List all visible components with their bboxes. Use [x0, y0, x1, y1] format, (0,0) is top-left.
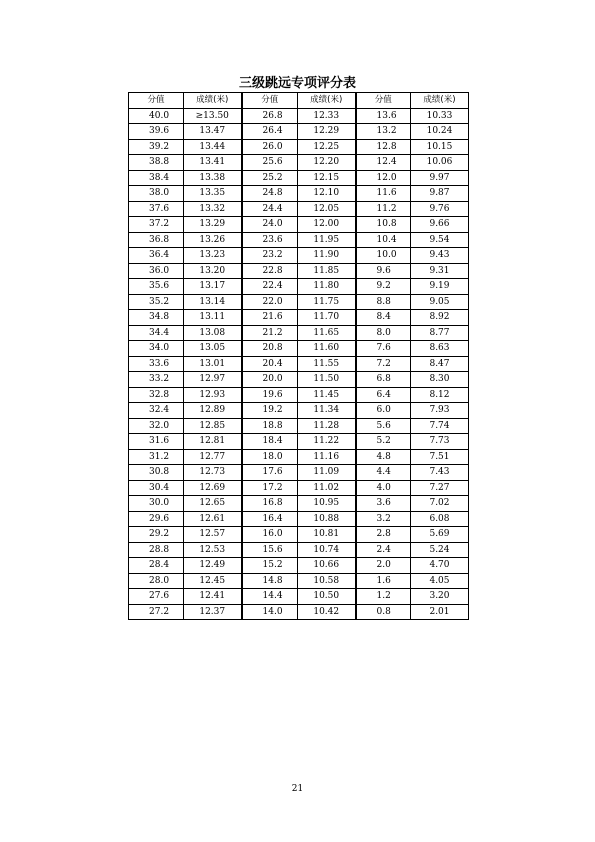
score-cell: 36.8 [129, 232, 184, 248]
score-cell: 2.8 [356, 527, 411, 543]
score-cell: 10.8 [356, 217, 411, 233]
score-cell: 20.8 [242, 341, 298, 357]
performance-cell: 13.44 [184, 139, 242, 155]
score-cell: 39.2 [129, 139, 184, 155]
score-cell: 37.2 [129, 217, 184, 233]
performance-cell: 10.81 [298, 527, 356, 543]
table-row [129, 186, 469, 202]
table-row [129, 279, 469, 295]
score-cell: 21.2 [242, 325, 298, 341]
performance-cell: 8.77 [411, 325, 469, 341]
table-title: 三级跳远专项评分表 [238, 76, 356, 91]
score-cell: 30.4 [129, 480, 184, 496]
performance-cell: 11.22 [298, 434, 356, 450]
score-cell: 36.4 [129, 248, 184, 264]
performance-cell: 12.81 [184, 434, 242, 450]
table-row [129, 418, 469, 434]
score-cell: 14.8 [242, 573, 298, 589]
score-cell: 20.4 [242, 356, 298, 372]
table-row [129, 325, 469, 341]
table-row [129, 124, 469, 140]
performance-cell: 12.49 [184, 558, 242, 574]
header-score-1: 分值 [129, 93, 184, 109]
score-cell: 16.4 [242, 511, 298, 527]
score-cell: 7.2 [356, 356, 411, 372]
score-table [128, 92, 469, 620]
score-cell: 8.8 [356, 294, 411, 310]
performance-cell: 13.23 [184, 248, 242, 264]
table-row [129, 201, 469, 217]
table-row [129, 527, 469, 543]
performance-cell: 13.20 [184, 263, 242, 279]
score-cell: 17.2 [242, 480, 298, 496]
score-cell: 34.8 [129, 310, 184, 326]
score-cell: 30.0 [129, 496, 184, 512]
performance-cell: 11.60 [298, 341, 356, 357]
performance-cell: 13.05 [184, 341, 242, 357]
score-cell: 12.4 [356, 155, 411, 171]
score-cell: 9.2 [356, 279, 411, 295]
table-row [129, 248, 469, 264]
score-cell: 40.0 [129, 108, 184, 124]
score-cell: 30.8 [129, 465, 184, 481]
table-row [129, 341, 469, 357]
header-performance-1: 成绩(米) [184, 93, 242, 109]
score-cell: 23.6 [242, 232, 298, 248]
performance-cell: 12.77 [184, 449, 242, 465]
score-cell: 20.0 [242, 372, 298, 388]
score-cell: 4.8 [356, 449, 411, 465]
performance-cell: 12.69 [184, 480, 242, 496]
performance-cell: 8.47 [411, 356, 469, 372]
table-row [129, 480, 469, 496]
table-row [129, 542, 469, 558]
score-cell: 33.2 [129, 372, 184, 388]
header-performance-3: 成绩(米) [411, 93, 469, 109]
performance-cell: 9.31 [411, 263, 469, 279]
performance-cell: 12.29 [298, 124, 356, 140]
score-cell: 26.8 [242, 108, 298, 124]
performance-cell: 13.01 [184, 356, 242, 372]
score-cell: 31.6 [129, 434, 184, 450]
performance-cell: 10.58 [298, 573, 356, 589]
performance-cell: 13.47 [184, 124, 242, 140]
score-cell: 28.0 [129, 573, 184, 589]
performance-cell: 12.15 [298, 170, 356, 186]
table-row [129, 511, 469, 527]
score-cell: 32.4 [129, 403, 184, 419]
performance-cell: 7.43 [411, 465, 469, 481]
performance-cell: 12.53 [184, 542, 242, 558]
score-cell: 17.6 [242, 465, 298, 481]
score-cell: 32.0 [129, 418, 184, 434]
performance-cell: 11.28 [298, 418, 356, 434]
performance-cell: 11.02 [298, 480, 356, 496]
performance-cell: 13.38 [184, 170, 242, 186]
performance-cell: 8.92 [411, 310, 469, 326]
score-cell: 16.0 [242, 527, 298, 543]
score-cell: 22.0 [242, 294, 298, 310]
score-cell: 27.2 [129, 604, 184, 620]
header-score-3: 分值 [356, 93, 411, 109]
performance-cell: 11.09 [298, 465, 356, 481]
performance-cell: 12.00 [298, 217, 356, 233]
score-cell: 25.6 [242, 155, 298, 171]
table-row [129, 387, 469, 403]
performance-cell: 4.05 [411, 573, 469, 589]
performance-cell: 10.95 [298, 496, 356, 512]
score-cell: 2.0 [356, 558, 411, 574]
performance-cell: 11.34 [298, 403, 356, 419]
score-cell: 10.4 [356, 232, 411, 248]
performance-cell: 8.12 [411, 387, 469, 403]
performance-cell: 12.65 [184, 496, 242, 512]
table-row [129, 434, 469, 450]
table-row [129, 573, 469, 589]
score-cell: 28.8 [129, 542, 184, 558]
score-cell: 36.0 [129, 263, 184, 279]
score-cell: 15.2 [242, 558, 298, 574]
score-cell: 33.6 [129, 356, 184, 372]
score-cell: 18.4 [242, 434, 298, 450]
performance-cell: 3.20 [411, 589, 469, 605]
score-cell: 22.4 [242, 279, 298, 295]
performance-cell: 7.73 [411, 434, 469, 450]
score-cell: 4.4 [356, 465, 411, 481]
performance-cell: 10.74 [298, 542, 356, 558]
score-cell: 27.6 [129, 589, 184, 605]
score-cell: 8.0 [356, 325, 411, 341]
performance-cell: 13.32 [184, 201, 242, 217]
performance-cell: 13.14 [184, 294, 242, 310]
score-cell: 5.2 [356, 434, 411, 450]
score-cell: 23.2 [242, 248, 298, 264]
table-row [129, 232, 469, 248]
score-cell: 11.6 [356, 186, 411, 202]
performance-cell: 12.45 [184, 573, 242, 589]
performance-cell: 10.50 [298, 589, 356, 605]
score-cell: 31.2 [129, 449, 184, 465]
score-cell: 38.0 [129, 186, 184, 202]
performance-cell: 5.24 [411, 542, 469, 558]
performance-cell: 2.01 [411, 604, 469, 620]
table-row [129, 496, 469, 512]
performance-cell: 10.15 [411, 139, 469, 155]
score-cell: 29.6 [129, 511, 184, 527]
score-cell: 4.0 [356, 480, 411, 496]
performance-cell: 11.65 [298, 325, 356, 341]
performance-cell: 9.43 [411, 248, 469, 264]
performance-cell: 8.63 [411, 341, 469, 357]
performance-cell: 9.54 [411, 232, 469, 248]
score-cell: 5.6 [356, 418, 411, 434]
page-number: 21 [291, 784, 304, 794]
score-cell: 12.8 [356, 139, 411, 155]
score-cell: 28.4 [129, 558, 184, 574]
performance-cell: 13.11 [184, 310, 242, 326]
table-row [129, 589, 469, 605]
performance-cell: 12.93 [184, 387, 242, 403]
performance-cell: 13.17 [184, 279, 242, 295]
score-cell: 38.8 [129, 155, 184, 171]
score-cell: 38.4 [129, 170, 184, 186]
score-cell: 24.8 [242, 186, 298, 202]
score-cell: 37.6 [129, 201, 184, 217]
table-row [129, 403, 469, 419]
performance-cell: 7.93 [411, 403, 469, 419]
score-cell: 32.8 [129, 387, 184, 403]
table-row [129, 263, 469, 279]
score-cell: 26.0 [242, 139, 298, 155]
performance-cell: 10.66 [298, 558, 356, 574]
table-row [129, 356, 469, 372]
score-cell: 1.2 [356, 589, 411, 605]
performance-cell: 11.55 [298, 356, 356, 372]
performance-cell: 11.75 [298, 294, 356, 310]
performance-cell: 11.80 [298, 279, 356, 295]
table-row [129, 170, 469, 186]
score-cell: 34.4 [129, 325, 184, 341]
performance-cell: 10.06 [411, 155, 469, 171]
performance-cell: 13.08 [184, 325, 242, 341]
performance-cell: ≥13.50 [184, 108, 242, 124]
score-cell: 18.0 [242, 449, 298, 465]
performance-cell: 12.73 [184, 465, 242, 481]
table-row [129, 604, 469, 620]
performance-cell: 10.33 [411, 108, 469, 124]
performance-cell: 12.57 [184, 527, 242, 543]
performance-cell: 12.41 [184, 589, 242, 605]
performance-cell: 9.19 [411, 279, 469, 295]
header-score-2: 分值 [242, 93, 298, 109]
performance-cell: 11.45 [298, 387, 356, 403]
performance-cell: 7.02 [411, 496, 469, 512]
table-row [129, 139, 469, 155]
performance-cell: 8.30 [411, 372, 469, 388]
score-cell: 25.2 [242, 170, 298, 186]
performance-cell: 12.10 [298, 186, 356, 202]
score-cell: 3.6 [356, 496, 411, 512]
score-cell: 16.8 [242, 496, 298, 512]
score-cell: 22.8 [242, 263, 298, 279]
performance-cell: 11.70 [298, 310, 356, 326]
score-cell: 9.6 [356, 263, 411, 279]
table-row [129, 372, 469, 388]
performance-cell: 13.29 [184, 217, 242, 233]
score-cell: 13.6 [356, 108, 411, 124]
score-cell: 26.4 [242, 124, 298, 140]
score-cell: 34.0 [129, 341, 184, 357]
performance-cell: 11.16 [298, 449, 356, 465]
score-cell: 7.6 [356, 341, 411, 357]
header-row [129, 93, 469, 109]
score-cell: 21.6 [242, 310, 298, 326]
score-cell: 14.0 [242, 604, 298, 620]
score-cell: 8.4 [356, 310, 411, 326]
performance-cell: 12.97 [184, 372, 242, 388]
performance-cell: 12.37 [184, 604, 242, 620]
performance-cell: 7.51 [411, 449, 469, 465]
score-cell: 10.0 [356, 248, 411, 264]
performance-cell: 12.89 [184, 403, 242, 419]
score-cell: 19.6 [242, 387, 298, 403]
score-cell: 24.4 [242, 201, 298, 217]
score-cell: 1.6 [356, 573, 411, 589]
table-row [129, 217, 469, 233]
performance-cell: 12.20 [298, 155, 356, 171]
score-cell: 13.2 [356, 124, 411, 140]
score-cell: 12.0 [356, 170, 411, 186]
performance-cell: 13.41 [184, 155, 242, 171]
performance-cell: 9.87 [411, 186, 469, 202]
table-row [129, 558, 469, 574]
score-cell: 35.6 [129, 279, 184, 295]
performance-cell: 12.25 [298, 139, 356, 155]
score-cell: 11.2 [356, 201, 411, 217]
performance-cell: 5.69 [411, 527, 469, 543]
score-cell: 35.2 [129, 294, 184, 310]
score-cell: 3.2 [356, 511, 411, 527]
performance-cell: 7.74 [411, 418, 469, 434]
performance-cell: 11.85 [298, 263, 356, 279]
performance-cell: 11.50 [298, 372, 356, 388]
performance-cell: 10.42 [298, 604, 356, 620]
header-performance-2: 成绩(米) [298, 93, 356, 109]
performance-cell: 11.90 [298, 248, 356, 264]
performance-cell: 9.66 [411, 217, 469, 233]
table-row [129, 310, 469, 326]
performance-cell: 9.05 [411, 294, 469, 310]
performance-cell: 10.24 [411, 124, 469, 140]
score-cell: 29.2 [129, 527, 184, 543]
score-cell: 2.4 [356, 542, 411, 558]
table-row [129, 449, 469, 465]
table-row [129, 294, 469, 310]
score-cell: 24.0 [242, 217, 298, 233]
score-cell: 6.4 [356, 387, 411, 403]
performance-cell: 9.76 [411, 201, 469, 217]
performance-cell: 13.35 [184, 186, 242, 202]
score-table-body [129, 108, 469, 620]
performance-cell: 4.70 [411, 558, 469, 574]
performance-cell: 13.26 [184, 232, 242, 248]
table-row [129, 108, 469, 124]
performance-cell: 7.27 [411, 480, 469, 496]
performance-cell: 12.85 [184, 418, 242, 434]
performance-cell: 6.08 [411, 511, 469, 527]
score-table-header [129, 93, 469, 109]
table-row [129, 465, 469, 481]
score-cell: 19.2 [242, 403, 298, 419]
score-cell: 6.8 [356, 372, 411, 388]
performance-cell: 11.95 [298, 232, 356, 248]
score-cell: 14.4 [242, 589, 298, 605]
score-cell: 15.6 [242, 542, 298, 558]
table-row [129, 155, 469, 171]
score-cell: 0.8 [356, 604, 411, 620]
score-cell: 39.6 [129, 124, 184, 140]
performance-cell: 12.61 [184, 511, 242, 527]
performance-cell: 12.33 [298, 108, 356, 124]
score-cell: 18.8 [242, 418, 298, 434]
score-cell: 6.0 [356, 403, 411, 419]
performance-cell: 9.97 [411, 170, 469, 186]
performance-cell: 12.05 [298, 201, 356, 217]
performance-cell: 10.88 [298, 511, 356, 527]
